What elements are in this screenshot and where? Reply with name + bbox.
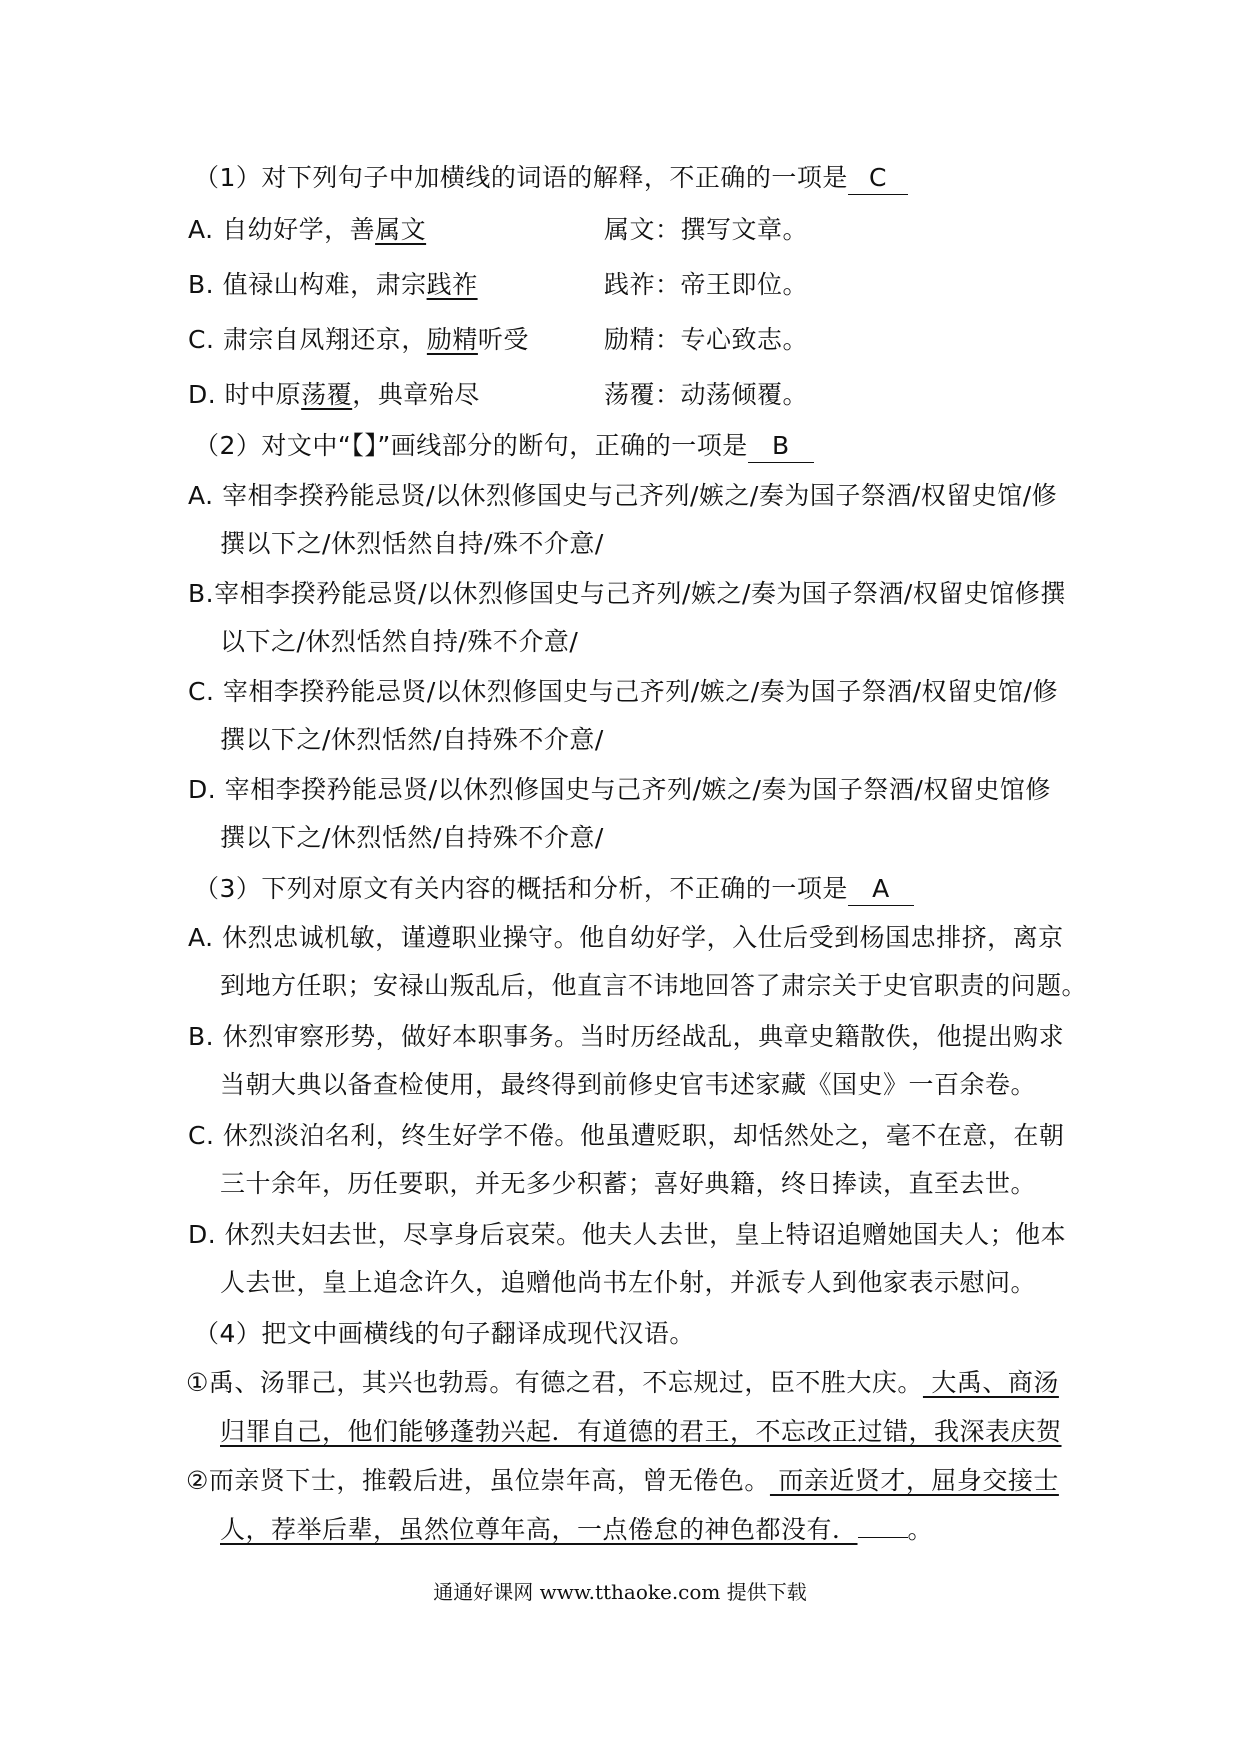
q3-option-b-line1: [188, 1019, 1064, 1055]
q1-prompt-line: [194, 160, 908, 196]
option-letter: B.: [188, 1022, 215, 1051]
option-text-post: ，典章殆尽: [352, 380, 480, 409]
q3-option-a-line2: 到地方任职；安禄山叛乱后，他直言不讳地回答了肃宗关于史官职责的问题。: [220, 971, 1088, 1000]
q1-option-b: [188, 267, 478, 303]
translation-answer-cont: 人，荐举后辈，虽然位尊年高，一点倦怠的神色都没有．: [220, 1515, 858, 1544]
q3-answer-blank: A: [848, 873, 914, 906]
q3-prompt-line: [194, 871, 914, 907]
q3-option-d-line2: 人去世，皇上追念许久，追赠他尚书左仆射，并派专人到他家表示慰问。: [220, 1268, 1037, 1297]
underlined-word: 践祚: [426, 270, 478, 299]
q4-prompt: （4）把文中画横线的句子翻译成现代汉语。: [194, 1319, 695, 1348]
q2-option-a-line2: 撰以下之/休烈恬然自持/殊不介意/: [220, 529, 604, 558]
q2-option-d-line2: 撰以下之/休烈恬然/自持殊不介意/: [220, 823, 604, 852]
q1-gloss-d: 荡覆：动荡倾覆。: [604, 380, 809, 409]
translation-answer: 大禹、商汤: [922, 1368, 1059, 1397]
q2-option-d-line1: [188, 772, 1051, 808]
q1-prompt: （1）对下列句子中加横线的词语的解释，不正确的一项是: [194, 163, 848, 192]
option-text: 休烈审察形势，做好本职事务。当时历经战乱，典章史籍散佚，他提出购求: [222, 1022, 1065, 1051]
q3-option-b-line2: 当朝大典以备查检使用，最终得到前修史官韦述家藏《国史》一百余卷。: [220, 1070, 1037, 1099]
item-marker: ①: [186, 1368, 209, 1397]
trailing-blank: [858, 1537, 908, 1538]
q3-option-a-line1: [188, 920, 1064, 956]
option-letter: C.: [188, 1121, 215, 1150]
option-letter: C.: [188, 677, 215, 706]
option-text: 值禄山构难，肃宗: [222, 270, 427, 299]
tail-punct: 。: [907, 1515, 934, 1544]
q4-item-1-line1: [186, 1365, 1059, 1401]
q2-option-c-line1: [188, 674, 1058, 710]
q2-prompt: （2）对文中“【】”画线部分的断句，正确的一项是: [194, 431, 748, 460]
q3-option-c-line1: [188, 1118, 1064, 1154]
q2-option-b-line2: 以下之/休烈恬然自持/殊不介意/: [220, 627, 579, 656]
q1-gloss-b: 践祚：帝王即位。: [604, 270, 809, 299]
underlined-word: 荡覆: [301, 380, 353, 409]
source-sentence: 禹、汤罪己，其兴也勃焉。有德之君，不忘规过，臣不胜大庆。: [208, 1368, 923, 1397]
option-text: 宰相李揆矜能忌贤/以休烈修国史与己齐列/嫉之/奏为国子祭酒/权留史馆修: [224, 775, 1051, 804]
q1-gloss-c: 励精：专心致志。: [604, 325, 809, 354]
q2-option-b-line1: [188, 576, 1066, 612]
option-text: 宰相李揆矜能忌贤/以休烈修国史与己齐列/嫉之/奏为国子祭酒/权留史馆/修: [222, 677, 1058, 706]
q2-answer-blank: B: [748, 430, 814, 463]
translation-answer-cont: 归罪自己，他们能够蓬勃兴起．有道德的君王，不忘改正过错，我深表庆贺: [220, 1417, 1062, 1446]
option-letter: D.: [188, 1220, 217, 1249]
q4-item-1-line2: [220, 1414, 1062, 1450]
q3-option-d-line1: [188, 1217, 1066, 1253]
q2-prompt-line: [194, 428, 814, 464]
q1-option-a: [188, 212, 426, 248]
q1-option-c: [188, 322, 529, 358]
option-text: 休烈忠诚机敏，谨遵职业操守。他自幼好学，入仕后受到杨国忠排挤，离京: [222, 923, 1064, 952]
option-letter: A.: [188, 923, 214, 952]
option-text: 肃宗自凤翔还京，: [222, 325, 427, 354]
option-text: 宰相李揆矜能忌贤/以休烈修国史与己齐列/嫉之/奏为国子祭酒/权留史馆/修: [222, 481, 1058, 510]
option-text: 时中原: [224, 380, 302, 409]
option-letter: B.: [188, 579, 215, 608]
option-text: 休烈淡泊名利，终生好学不倦。他虽遭贬职，却恬然处之，毫不在意，在朝: [222, 1121, 1065, 1150]
underlined-word: 属文: [375, 215, 427, 244]
q4-item-2-line2: [220, 1512, 933, 1548]
option-text: 宰相李揆矜能忌贤/以休烈修国史与己齐列/嫉之/奏为国子祭酒/权留史馆修撰: [214, 579, 1066, 608]
option-letter: B.: [188, 270, 215, 299]
option-letter: D.: [188, 380, 217, 409]
option-letter: A.: [188, 215, 214, 244]
item-marker: ②: [186, 1466, 209, 1495]
translation-answer: 而亲近贤才，屈身交接士: [769, 1466, 1059, 1495]
q3-prompt: （3）下列对原文有关内容的概括和分析，不正确的一项是: [194, 874, 848, 903]
option-text: 自幼好学，善: [222, 215, 376, 244]
q1-option-d: [188, 377, 480, 413]
option-text: 休烈夫妇去世，尽享身后哀荣。他夫人去世，皇上特诏追赠她国夫人；他本: [224, 1220, 1067, 1249]
option-text-post: 听受: [477, 325, 529, 354]
option-letter: D.: [188, 775, 217, 804]
option-letter: C.: [188, 325, 215, 354]
q2-option-c-line2: 撰以下之/休烈恬然/自持殊不介意/: [220, 725, 604, 754]
option-letter: A.: [188, 481, 214, 510]
q3-option-c-line2: 三十余年，历任要职，并无多少积蓄；喜好典籍，终日捧读，直至去世。: [220, 1169, 1037, 1198]
q4-item-2-line1: [186, 1463, 1059, 1499]
source-sentence: 而亲贤下士，推毂后进，虽位崇年高，曾无倦色。: [208, 1466, 770, 1495]
page-footer: 通通好课网 www.tthaoke.com 提供下载: [433, 1580, 807, 1604]
q1-gloss-a: 属文：撰写文章。: [604, 215, 809, 244]
underlined-word: 励精: [426, 325, 478, 354]
q1-answer-blank: C: [848, 162, 908, 195]
q2-option-a-line1: [188, 478, 1057, 514]
